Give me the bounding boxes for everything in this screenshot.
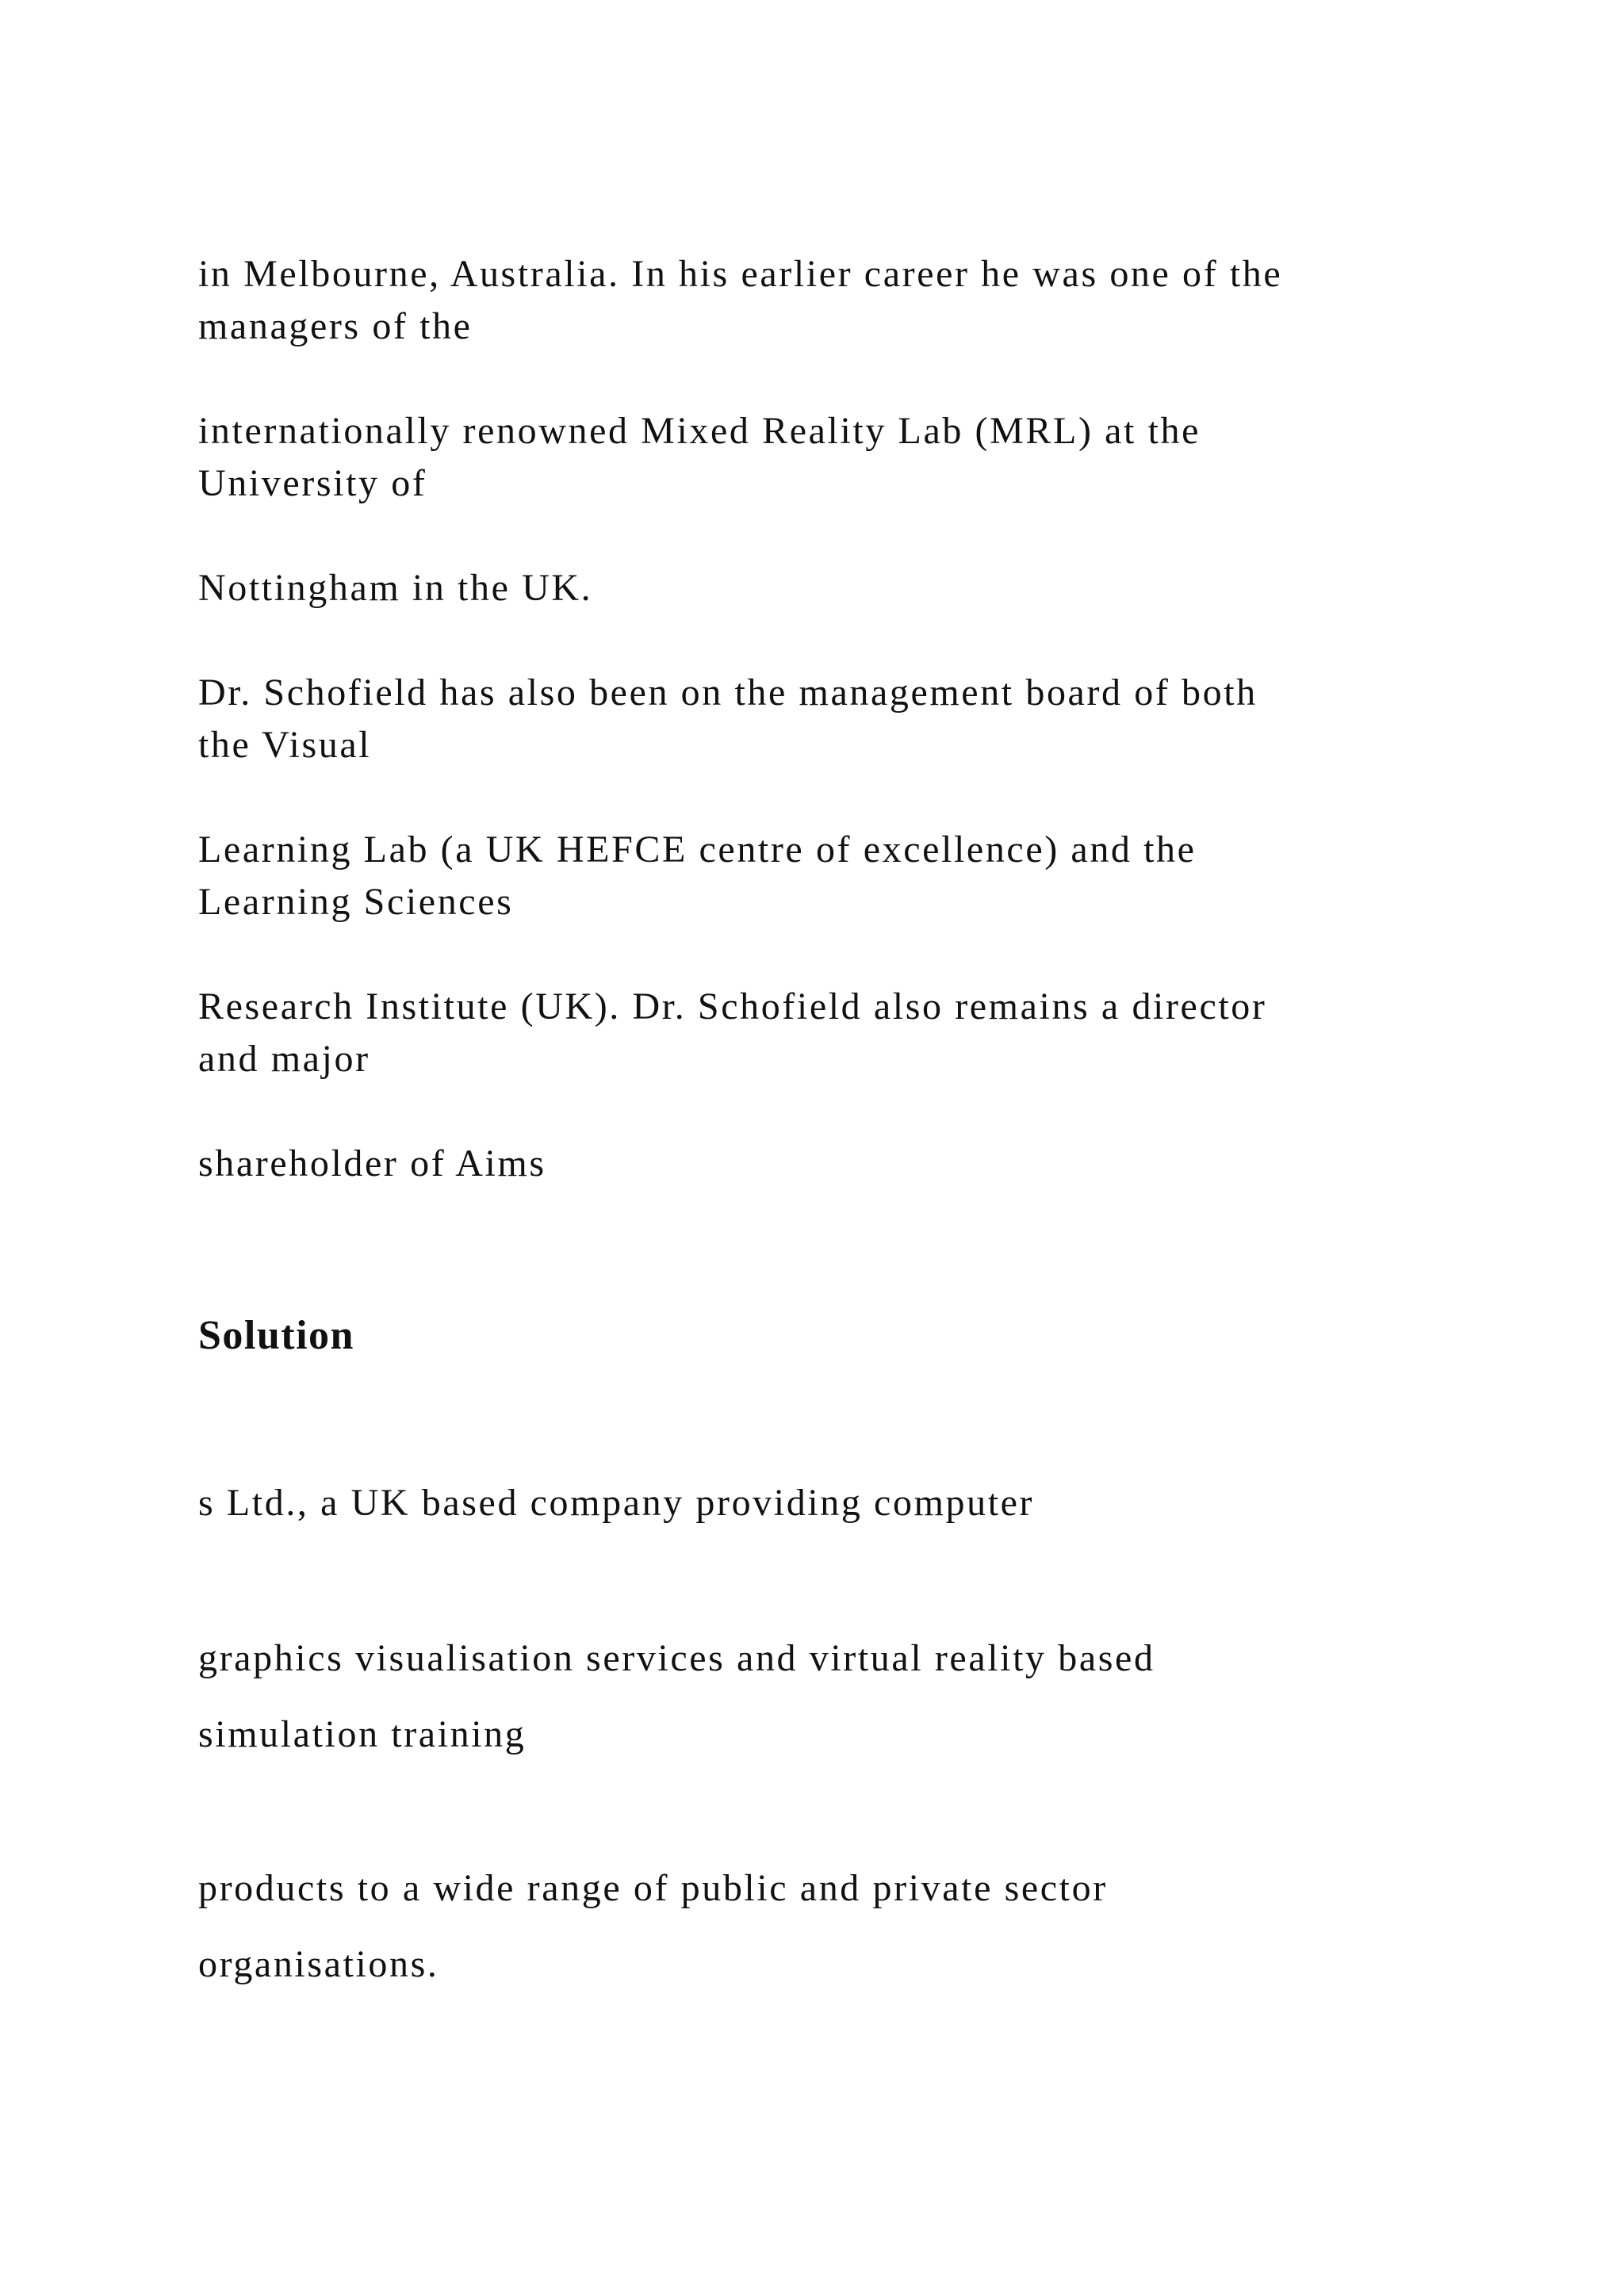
paragraph-company [198, 1477, 1435, 1529]
paragraph-melbourne [198, 248, 1435, 353]
text-line: in Melbourne, Australia. In his earlier career he was one of the [198, 253, 1283, 295]
text-line: graphics visualisation services and virtual reality based [198, 1637, 1155, 1679]
text-line: Dr. Schofield has also been on the management board of both [198, 672, 1258, 714]
text-line: Nottingham in the UK. [198, 567, 593, 609]
text-line: internationally renowned Mixed Reality Lab (MRL) at the [198, 410, 1201, 452]
paragraph-management-board [198, 667, 1435, 771]
text-line: shareholder of Aims [198, 1142, 546, 1184]
text-line: Research Institute (UK). Dr. Schofield also remains a director [198, 985, 1267, 1027]
text-line: organisations. [198, 1943, 439, 1985]
text-line: products to a wide range of public and private sector [198, 1867, 1108, 1909]
text-line: the Visual [198, 724, 372, 766]
text-line: and major [198, 1038, 370, 1080]
paragraph-nottingham [198, 562, 1435, 614]
text-line: simulation training [198, 1713, 527, 1755]
text-line: Learning Lab (a UK HEFCE centre of excellence) and the [198, 828, 1197, 871]
text-line: University of [198, 462, 427, 504]
paragraph-mixed-reality-lab [198, 405, 1435, 510]
paragraph-research-institute [198, 981, 1435, 1085]
paragraph-products [198, 1850, 1435, 2003]
text-line: s Ltd., a UK based company providing computer [198, 1482, 1035, 1524]
text-line: Learning Sciences [198, 881, 514, 923]
paragraph-learning-lab [198, 824, 1435, 928]
text-line: managers of the [198, 305, 473, 347]
paragraph-graphics-visualisation [198, 1621, 1435, 1773]
paragraph-shareholder [198, 1138, 1435, 1190]
section-heading-solution: Solution [198, 1313, 354, 1358]
